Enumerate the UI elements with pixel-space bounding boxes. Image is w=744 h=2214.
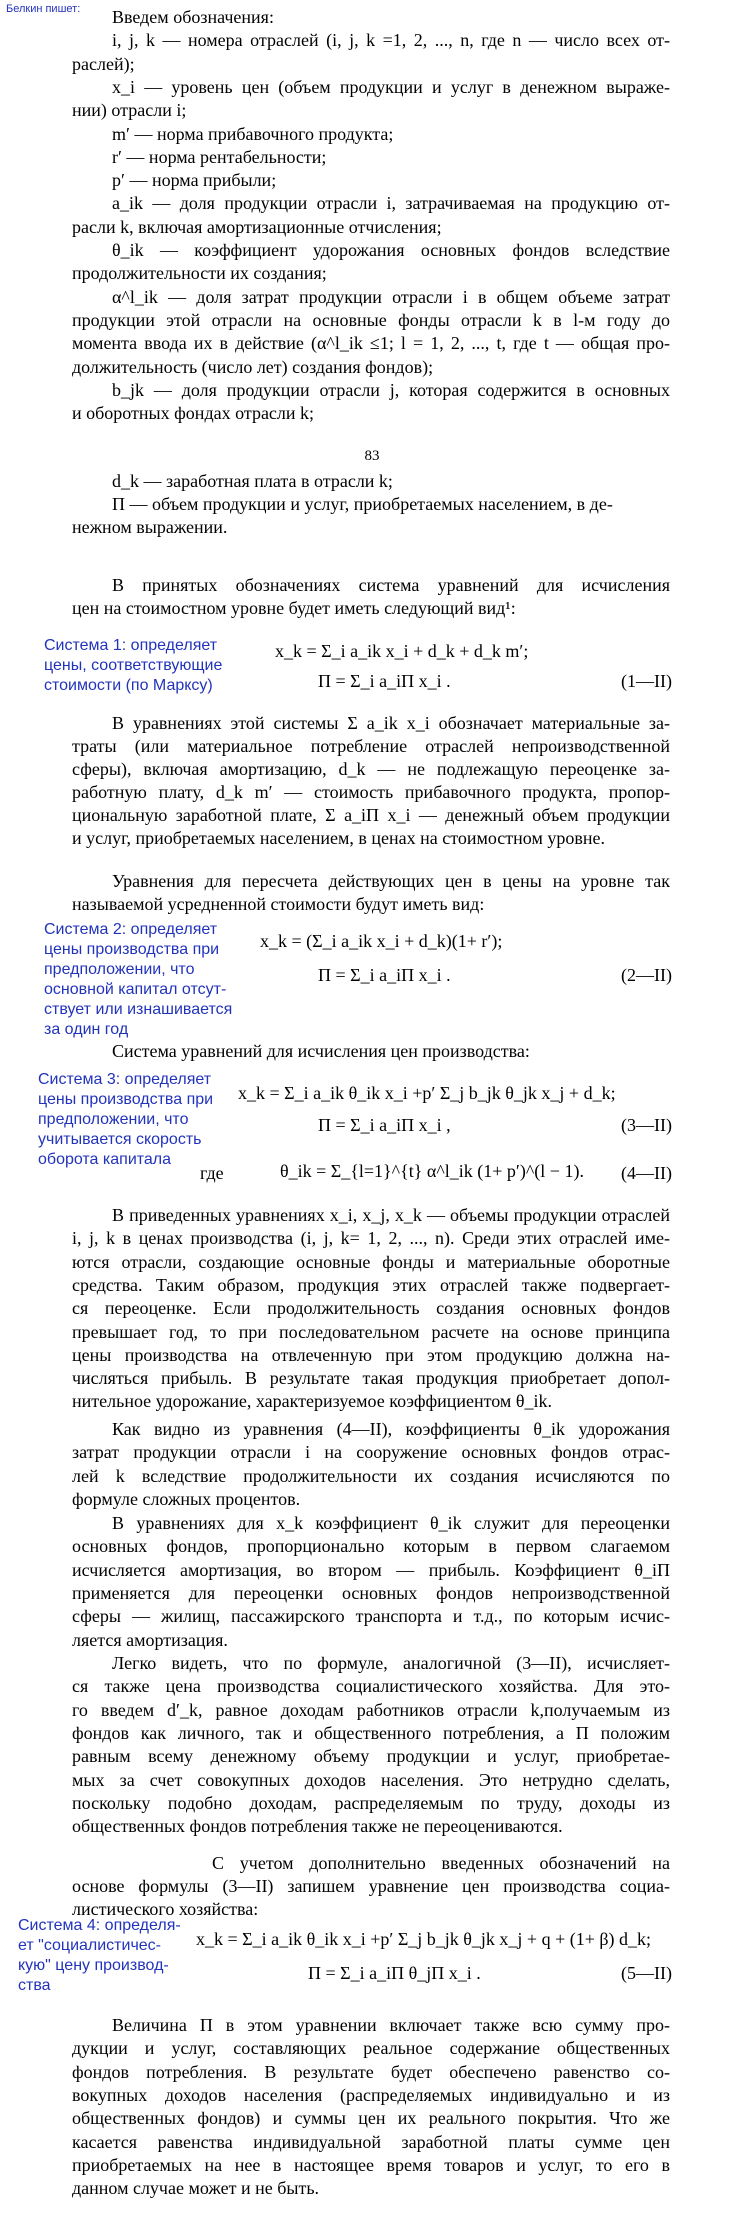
para7-line: В уравнениях для x_k коэффициент θ_ik служит для переоценки: [112, 1513, 670, 1533]
para8-line: равным всему денежному объему продукции и услуг, приобретае-: [72, 1746, 670, 1767]
para5-line: i, j, k в ценах производства (i, j, k= 1, 2, ..., n). Среди этих отраслей име-: [72, 1228, 670, 1249]
margin-note-system-2: Система 2: определяет цены производства при предположении, что основной капитал отсут- ствует или изнашивается за один год: [44, 921, 233, 1038]
para9-line: листического хозяйства:: [72, 1899, 259, 1919]
equation-2a: x_k = (Σ_i a_ik x_i + d_k)(1+ r′);: [260, 931, 503, 951]
intro2-line: нежном выражении.: [72, 517, 228, 537]
equation-5b: П = Σ_i a_iП θ_jП x_i .: [308, 1963, 481, 1983]
equation-number-5: (5—II): [621, 1963, 672, 1983]
para8-line: го введем d′_k, равное доходам работников отрасли k,получаемым из: [72, 1699, 670, 1720]
margin-note-system-4: Система 4: определя- ет "социалистичес- кую" цену производ- ства: [18, 1917, 181, 1994]
para10-line: общественных фондов) и суммы цен их реального покрытия. Что же: [72, 2108, 670, 2129]
para5-line: В приведенных уравнениях x_i, x_j, x_k — объемы продукции отраслей: [112, 1205, 670, 1225]
intro-line: p′ — норма прибыли;: [112, 170, 277, 191]
intro-line: Введем обозначения:: [112, 7, 274, 27]
para1-line: В принятых обозначениях система уравнений для исчисления: [112, 575, 670, 595]
para8-line: фондов как личного, так и общественного потребления, а П положим: [72, 1722, 670, 1743]
para2-line: В уравнениях этой системы Σ a_ik x_i обозначает материальные за-: [112, 713, 670, 733]
equation-1a: x_k = Σ_i a_ik x_i + d_k + d_k m′;: [275, 641, 529, 661]
para7-line: сферы — жилищ, пассажирского транспорта и т.д., по которым исчис-: [72, 1606, 670, 1627]
margin-note-system-1: Система 1: определяет цены, соответствующие стоимости (по Марксу): [44, 637, 223, 694]
intro2-line: П — объем продукции и услуг, приобретаемых населением, в де-: [112, 494, 613, 514]
intro-line: нии) отрасли i;: [72, 100, 187, 121]
para5-line: нительное удорожание, характеризуемое коэффициентом θ_ik.: [72, 1391, 552, 1412]
para10-line: Величина П в этом уравнении включает также всю сумму про-: [112, 2015, 670, 2035]
equation-number-2: (2—II): [621, 965, 672, 985]
para9-line: основе формулы (3—II) запишем уравнение цен производства социа-: [72, 1876, 670, 1896]
para2-line: траты (или материальное потребление отраслей непроизводственной: [72, 736, 670, 756]
para5-line: превышает год, то при последовательном расчете на основе принципа: [72, 1321, 670, 1342]
para9-line: С учетом дополнительно введенных обозначений на: [212, 1853, 670, 1873]
para5-line: средства. Таким образом, продукция этих отраслей также подвергает-: [72, 1274, 670, 1295]
para5-line: ются отрасли, создающие основные фонды и материальные оборотные: [72, 1251, 670, 1272]
para3-line: называемой усредненной стоимости будут иметь вид:: [72, 894, 485, 914]
para8-line: Легко видеть, что по формуле, аналогичной (3—II), исчисляет-: [112, 1653, 670, 1673]
para10-line: дукции и услуг, составляющих реальное содержание общественных: [72, 2038, 670, 2059]
equation-4: θ_ik = Σ_{l=1}^{t} α^l_ik (1+ p′)^(l − 1).: [280, 1161, 584, 1181]
para5-line: ся переоценке. Если продолжительность создания основных фондов: [72, 1298, 670, 1319]
intro-line: b_jk — доля продукции отрасли j, которая содержится в основных: [112, 379, 670, 400]
author-tag: Белкин пишет:: [6, 3, 81, 15]
para10-line: данном случае может и не быть.: [72, 2178, 320, 2199]
para10-line: фондов потребления. В результате будет обеспечено равенство со-: [72, 2061, 670, 2082]
para8-line: ся также цена производства социалистического хозяйства. Для это-: [72, 1676, 670, 1697]
para2-line: работную плату, d_k m′ — стоимость прибавочного продукта, пропор-: [72, 782, 670, 802]
para7-line: применяется для переоценки основных фондов непроизводственной: [72, 1582, 670, 1603]
para1-line: цен на стоимостном уровне будет иметь следующий вид¹:: [72, 598, 516, 618]
para10-line: касается равенства индивидуальной заработной платы сумме цен: [72, 2131, 670, 2152]
para8-line: поскольку подобно доходам, распределяемым по труду, доходы из: [72, 1792, 670, 1813]
intro-line: расли k, включая амортизационные отчисления;: [72, 216, 442, 237]
para10-line: приобретаемых на нее в настоящее время товаров и услуг, то его в: [72, 2154, 670, 2175]
intro-line: раслей);: [72, 53, 135, 74]
equation-1b: П = Σ_i a_iП x_i .: [318, 671, 451, 691]
equation-number-1: (1—II): [621, 671, 672, 691]
intro-line: m′ — норма прибавочного продукта;: [112, 123, 394, 144]
equation-2b: П = Σ_i a_iП x_i .: [318, 965, 451, 985]
para7-line: ляется амортизация.: [72, 1629, 228, 1650]
intro2-line: d_k — заработная плата в отрасли k;: [112, 471, 393, 491]
intro-line: и оборотных фондах отрасли k;: [72, 403, 315, 424]
para10-line: вокупных доходов населения (распределяемых индивидуально и из: [72, 2084, 670, 2105]
equation-number-4: (4—II): [621, 1163, 672, 1183]
intro-line: должительность (число лет) создания фондов);: [72, 356, 434, 377]
intro-line: продукции этой отрасли на основные фонды отрасли k в l-м году до: [72, 309, 670, 330]
para8-line: мых за счет совокупных доходов населения. Это нетрудно сделать,: [72, 1769, 670, 1790]
intro-line: x_i — уровень цен (объем продукции и услуг в денежном выраже-: [112, 76, 670, 97]
intro-line: момента ввода их в действие (α^l_ik ≤1; l = 1, 2, ..., t, где t — общая про-: [72, 333, 670, 354]
equation-3b: П = Σ_i a_iП x_i ,: [318, 1115, 451, 1135]
equation-number-3: (3—II): [621, 1115, 672, 1135]
para4-line: Система уравнений для исчисления цен производства:: [112, 1041, 530, 1061]
para2-line: и услуг, приобретаемых населением, в ценах на стоимостном уровне.: [72, 828, 605, 848]
intro-line: продолжительности их создания;: [72, 263, 327, 284]
para6-line: затрат продукции отрасли i на сооружение основных фондов отрас-: [72, 1442, 670, 1463]
intro-line: r′ — норма рентабельности;: [112, 146, 327, 167]
para7-line: исчисляется амортизация, во втором — прибыль. Коэффициент θ_iП: [72, 1559, 670, 1580]
para6-line: формуле сложных процентов.: [72, 1488, 301, 1509]
margin-note-system-3: Система 3: определяет цены производства при предположении, что учитывается скорость оборота капитала: [38, 1071, 214, 1168]
para6-line: лей k вследствие продолжительности их создания исчисляются по: [72, 1465, 670, 1486]
para2-line: циональную заработной плате, Σ a_iП x_i — денежный объем продукции: [72, 805, 670, 825]
equation-5a: x_k = Σ_i a_ik θ_ik x_i +p′ Σ_j b_jk θ_jk x_j + q + (1+ β) d_k;: [196, 1929, 652, 1949]
para3-line: Уравнения для пересчета действующих цен в цены на уровне так: [112, 871, 670, 891]
para7-line: основных фондов, пропорционально которым в первом слагаемом: [72, 1536, 670, 1557]
para8-line: общественных фондов потребления также не переоцениваются.: [72, 1816, 563, 1837]
page-number: 83: [364, 448, 380, 464]
equation-4-prefix: где: [200, 1163, 224, 1183]
intro-line: i, j, k — номера отраслей (i, j, k =1, 2, ..., n, где n — число всех от-: [112, 30, 670, 51]
intro-line: α^l_ik — доля затрат продукции отрасли i в общем объеме затрат: [112, 286, 670, 307]
para6-line: Как видно из уравнения (4—II), коэффициенты θ_ik удорожания: [112, 1419, 670, 1439]
para5-line: числяться прибыль. В результате такая продукция приобретает допол-: [72, 1368, 670, 1389]
intro-line: a_ik — доля продукции отрасли i, затрачиваемая на продукцию от-: [112, 193, 670, 214]
para2-line: сферы), включая амортизацию, d_k — не подлежащую переоценке за-: [72, 759, 670, 779]
equation-3a: x_k = Σ_i a_ik θ_ik x_i +p′ Σ_j b_jk θ_jk x_j + d_k;: [238, 1083, 616, 1103]
para5-line: цены производства на отвлеченную при этом продукцию должна на-: [72, 1344, 670, 1365]
intro-line: θ_ik — коэффициент удорожания основных фондов вследствие: [112, 240, 670, 260]
